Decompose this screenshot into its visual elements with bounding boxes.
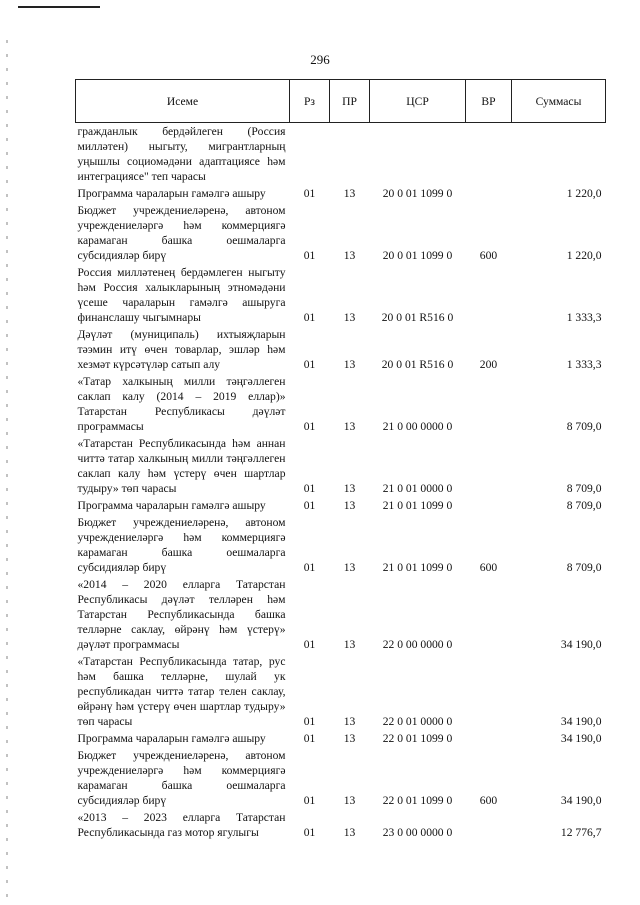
- row-sum: 1 333,3: [566, 358, 602, 371]
- row-csr: 22 0 01 1099 0: [382, 794, 453, 807]
- table-row: [76, 747, 606, 809]
- row-vr: 200: [479, 358, 498, 371]
- table-row: [76, 123, 606, 186]
- row-name: «Татарстан Республикасында һәм аннан читтә татар халкының милли тәңгәллеген саклап калу һәм үстерү өчен шартлар тудыру» төп чарасы: [77, 437, 286, 495]
- row-sum: 34 190,0: [560, 715, 602, 728]
- row-vr: [466, 373, 512, 435]
- row-vr: 600: [479, 249, 498, 262]
- top-rule: [18, 6, 100, 8]
- row-vr: [466, 123, 512, 186]
- header-vr: ВР: [466, 80, 512, 123]
- row-sum: [512, 123, 606, 186]
- row-csr: [370, 123, 466, 186]
- row-csr: 20 0 01 1099 0: [382, 187, 453, 200]
- row-csr: 21 0 01 1099 0: [382, 561, 453, 574]
- row-vr: [466, 653, 512, 730]
- row-csr: 20 0 01 R516 0: [381, 311, 454, 324]
- table-row: [76, 435, 606, 497]
- table-row: [76, 730, 606, 747]
- row-sum: 1 333,3: [566, 311, 602, 324]
- row-sum: 1 220,0: [566, 249, 602, 262]
- table-row: [76, 809, 606, 841]
- row-sum: 34 190,0: [560, 794, 602, 807]
- header-pr: ПР: [330, 80, 370, 123]
- row-rz: 01: [303, 187, 316, 200]
- row-csr: 21 0 01 1099 0: [382, 499, 453, 512]
- row-sum: 12 776,7: [560, 826, 602, 839]
- binding-margin: [6, 40, 8, 900]
- row-sum: 34 190,0: [560, 732, 602, 745]
- header-name: Исеме: [76, 80, 290, 123]
- row-name: Бюджет учреждениеләренә, автоном учреждениеләргә һәм коммерциягә карамаган башка оешмаларга субсидияләр бирү: [77, 749, 286, 807]
- page-number: 296: [310, 52, 330, 67]
- row-rz: 01: [303, 794, 316, 807]
- row-pr: 13: [343, 482, 356, 495]
- row-rz: 01: [303, 638, 316, 651]
- table-header-row: [76, 80, 606, 123]
- row-rz: 01: [303, 420, 316, 433]
- header-rz: Рз: [290, 80, 330, 123]
- row-vr: [466, 730, 512, 747]
- row-rz: 01: [303, 482, 316, 495]
- row-vr: 600: [479, 561, 498, 574]
- row-vr: [466, 576, 512, 653]
- row-pr: 13: [343, 187, 356, 200]
- table-row: [76, 576, 606, 653]
- row-vr: [466, 497, 512, 514]
- row-rz: 01: [303, 732, 316, 745]
- row-csr: 20 0 01 R516 0: [381, 358, 454, 371]
- row-name: «2014 – 2020 елларга Татарстан Республикасы дәүләт телләрен һәм Татарстан Республикасында башка телләрне саклау, өйрәнү һәм үстерү» дәүләт программасы: [77, 578, 286, 651]
- header-csr: ЦСР: [370, 80, 466, 123]
- row-name: «2013 – 2023 елларга Татарстан Республикасында газ мотор ягулыгы: [77, 811, 286, 839]
- row-sum: 8 709,0: [566, 482, 602, 495]
- table-row: [76, 497, 606, 514]
- row-pr: 13: [343, 638, 356, 651]
- table-row: [76, 185, 606, 202]
- row-pr: 13: [343, 715, 356, 728]
- row-rz: 01: [303, 561, 316, 574]
- table-row: [76, 373, 606, 435]
- row-pr: 13: [343, 794, 356, 807]
- row-csr: 21 0 00 0000 0: [382, 420, 453, 433]
- header-sum: Суммасы: [512, 80, 606, 123]
- row-vr: [466, 809, 512, 841]
- row-name: Программа чараларын гамәлгә ашыру: [77, 499, 266, 512]
- row-name: Россия милләтенең бердәмлеген ныгыту һәм Россия халыкларының этномәдәни үсеше чараларын гамәлгә ашыруга финанслашу чыгымнары: [77, 266, 286, 324]
- row-vr: [466, 435, 512, 497]
- row-sum: 34 190,0: [560, 638, 602, 651]
- table-row: [76, 264, 606, 326]
- row-sum: 1 220,0: [566, 187, 602, 200]
- row-csr: 22 0 01 0000 0: [382, 715, 453, 728]
- row-name: «Татар халкының милли тәңгәллеген саклап калу (2014 – 2019 еллар)» Татарстан Республикасы дәүләт программасы: [77, 375, 286, 433]
- row-sum: 8 709,0: [566, 561, 602, 574]
- row-pr: 13: [343, 420, 356, 433]
- row-rz: 01: [303, 249, 316, 262]
- row-rz: [290, 123, 330, 186]
- row-name: Бюджет учреждениеләренә, автоном учреждениеләргә һәм коммерциягә карамаган башка оешмаларга субсидияләр бирү: [77, 204, 286, 262]
- row-csr: 23 0 00 0000 0: [382, 826, 453, 839]
- row-pr: 13: [343, 561, 356, 574]
- row-pr: 13: [343, 826, 356, 839]
- row-pr: 13: [343, 311, 356, 324]
- row-pr: 13: [343, 499, 356, 512]
- row-pr: [330, 123, 370, 186]
- row-sum: 8 709,0: [566, 499, 602, 512]
- row-csr: 22 0 00 0000 0: [382, 638, 453, 651]
- row-sum: 8 709,0: [566, 420, 602, 433]
- row-name: Программа чараларын гамәлгә ашыру: [77, 187, 266, 200]
- row-rz: 01: [303, 358, 316, 371]
- row-rz: 01: [303, 715, 316, 728]
- row-pr: 13: [343, 732, 356, 745]
- row-name: «Татарстан Республикасында татар, рус һәм башка телләрне, шулай ук республикадан читтә татар телен саклау, өйрәнү һәм үстерү өчен шартлар тудыру» төп чарасы: [77, 655, 286, 728]
- row-rz: 01: [303, 311, 316, 324]
- row-rz: 01: [303, 826, 316, 839]
- row-rz: 01: [303, 499, 316, 512]
- table-row: [76, 514, 606, 576]
- table-row: [76, 653, 606, 730]
- row-vr: 600: [479, 794, 498, 807]
- row-name: Дәүләт (муниципаль) ихтыяҗларын тәэмин итү өчен товарлар, эшләр һәм хезмәт күрсәтүләр сатып алу: [77, 328, 286, 371]
- row-csr: 22 0 01 1099 0: [382, 732, 453, 745]
- row-vr: [466, 264, 512, 326]
- table-row: [76, 326, 606, 373]
- row-name: гражданлык бердәйлеген (Россия милләтен) ныгыту, мигрантларның уңышлы социомәдәни адаптациясе һәм интеграциясе" теп чарасы: [77, 125, 286, 183]
- row-name: Программа чараларын гамәлгә ашыру: [77, 732, 266, 745]
- row-name: Бюджет учреждениеләренә, автоном учреждениеләргә һәм коммерциягә карамаган башка оешмаларга субсидияләр бирү: [77, 516, 286, 574]
- row-vr: [466, 185, 512, 202]
- table-row: [76, 202, 606, 264]
- row-pr: 13: [343, 249, 356, 262]
- budget-table: [75, 79, 606, 841]
- row-csr: 20 0 01 1099 0: [382, 249, 453, 262]
- row-csr: 21 0 01 0000 0: [382, 482, 453, 495]
- row-pr: 13: [343, 358, 356, 371]
